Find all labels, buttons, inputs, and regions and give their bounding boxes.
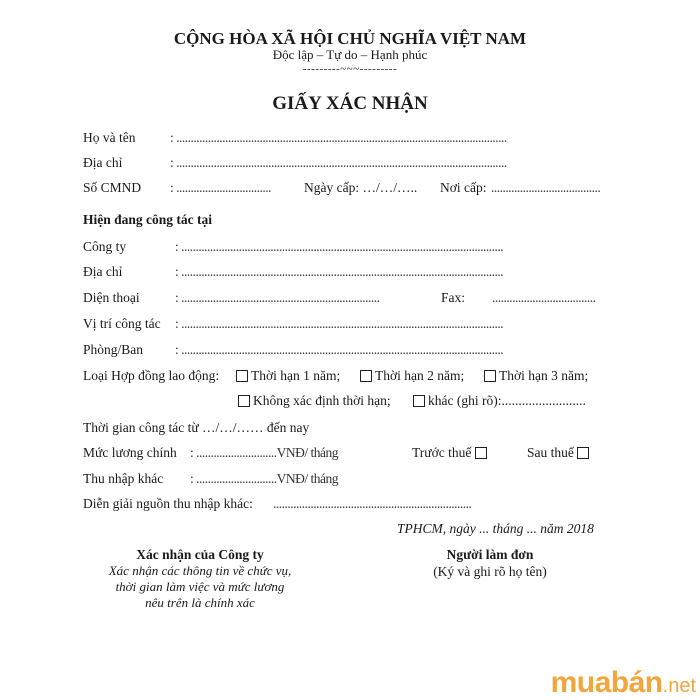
company-label: Công ty bbox=[83, 239, 127, 254]
department-label: Phòng/Ban bbox=[83, 342, 144, 357]
issue-place-label: Nơi cấp: bbox=[440, 180, 487, 195]
company-field[interactable]: : ................................................................................................................ bbox=[175, 239, 504, 254]
id-label: Số CMND bbox=[83, 180, 142, 195]
phone-field[interactable]: : ..................................................................... bbox=[175, 290, 380, 305]
checkbox[interactable] bbox=[238, 395, 250, 407]
option-label: Thời hạn 3 năm; bbox=[499, 368, 589, 383]
issue-place-field[interactable]: ...................................... bbox=[491, 180, 601, 195]
company-note-line-1: Xác nhận các thông tin về chức vụ, bbox=[108, 563, 292, 578]
company-note-line-2: thời gian làm việc và mức lương bbox=[115, 579, 285, 594]
work-section-title: Hiện đang công tác tại bbox=[83, 212, 213, 227]
checkbox[interactable] bbox=[577, 447, 589, 459]
company-note-line-3: nêu trên là chính xác bbox=[145, 595, 255, 610]
option-label: Thời hạn 1 năm; bbox=[251, 368, 341, 383]
watermark-tld: .net bbox=[662, 675, 696, 697]
checkbox[interactable] bbox=[236, 370, 248, 382]
other-income-field[interactable]: : ............................VNĐ/ tháng bbox=[190, 471, 338, 486]
address-label: Địa chỉ bbox=[83, 155, 123, 170]
phone-label: Diện thoại bbox=[83, 290, 140, 305]
watermark-brand: muabán bbox=[550, 666, 663, 699]
work-address-label: Địa chỉ bbox=[83, 264, 123, 279]
checkbox[interactable] bbox=[475, 447, 487, 459]
id-field[interactable]: : ................................. bbox=[170, 180, 272, 195]
ornament-divider: ---------~~~--------- bbox=[302, 63, 398, 75]
after-tax-option[interactable] bbox=[527, 446, 592, 460]
tenure-field[interactable]: Thời gian công tác từ …/…/…… đến nay bbox=[83, 420, 310, 435]
fax-label: Fax: bbox=[441, 290, 466, 305]
income-source-label: Diễn giải nguồn thu nhập khác: bbox=[83, 496, 253, 511]
nation-heading: CỘNG HÒA XÃ HỘI CHỦ NGHĨA VIỆT NAM bbox=[173, 29, 527, 48]
income-source-field[interactable]: ..................................................................... bbox=[273, 496, 472, 511]
work-address-field[interactable]: : ................................................................................................................ bbox=[175, 264, 504, 279]
applicant-title: Người làm đơn bbox=[446, 547, 534, 562]
option-label: Trước thuế bbox=[412, 445, 472, 460]
main-salary-field[interactable]: : ............................VNĐ/ tháng bbox=[190, 445, 338, 460]
motto: Độc lập – Tự do – Hạnh phúc bbox=[272, 47, 428, 62]
position-label: Vị trí công tác bbox=[83, 316, 161, 331]
issue-date[interactable]: Ngày cấp: …/…/….. bbox=[304, 180, 418, 195]
contract-label: Loại Hợp đồng lao động: bbox=[83, 368, 220, 383]
watermark-logo bbox=[551, 668, 696, 698]
contract-option-other[interactable] bbox=[413, 394, 586, 408]
main-salary-label: Mức lương chính bbox=[83, 445, 177, 460]
applicant-note: (Ký và ghi rõ họ tên) bbox=[433, 564, 547, 579]
department-field[interactable]: : ................................................................................................................ bbox=[175, 342, 504, 357]
checkbox[interactable] bbox=[484, 370, 496, 382]
option-label: khác (ghi rõ):......................... bbox=[428, 393, 586, 408]
address-field[interactable]: : ................................................................................................................... bbox=[170, 155, 507, 170]
document-title: GIẤY XÁC NHẬN bbox=[272, 93, 428, 114]
fax-field[interactable]: .................................... bbox=[492, 290, 596, 305]
contract-option-2-year[interactable] bbox=[360, 369, 464, 383]
contract-option-3-year[interactable] bbox=[484, 369, 588, 383]
other-income-label: Thu nhập khác bbox=[83, 471, 164, 486]
option-label: Không xác định thời hạn; bbox=[253, 393, 391, 408]
name-field[interactable]: : ................................................................................................................... bbox=[170, 130, 507, 145]
position-field[interactable]: : ................................................................................................................ bbox=[175, 316, 504, 331]
option-label: Thời hạn 2 năm; bbox=[375, 368, 465, 383]
name-label: Họ và tên bbox=[83, 130, 136, 145]
before-tax-option[interactable] bbox=[412, 446, 490, 460]
company-confirmation-title: Xác nhận của Công ty bbox=[136, 547, 264, 562]
checkbox[interactable] bbox=[360, 370, 372, 382]
option-label: Sau thuế bbox=[527, 445, 574, 460]
contract-option-indefinite[interactable] bbox=[238, 394, 391, 408]
contract-option-1-year[interactable] bbox=[236, 369, 340, 383]
place-date: TPHCM, ngày ... tháng ... năm 2018 bbox=[397, 521, 594, 536]
checkbox[interactable] bbox=[413, 395, 425, 407]
